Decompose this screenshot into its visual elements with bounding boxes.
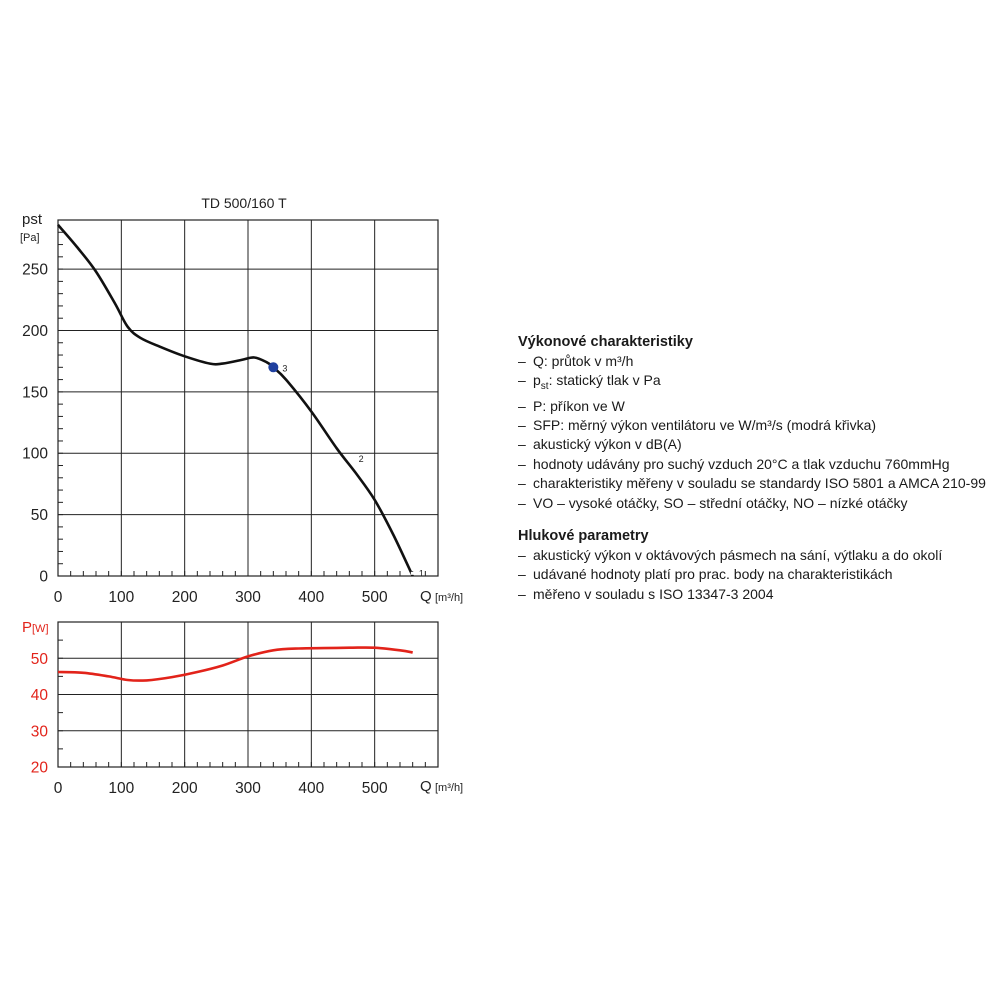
- noise-list: [518, 546, 988, 604]
- pressure-chart: [20, 195, 463, 606]
- power-x-axis-label: Q: [420, 778, 432, 795]
- y-tick-label: 20: [30, 759, 48, 777]
- legend-item: – SFP: měrný výkon ventilátoru ve W/m³/s (modrá křivka): [518, 416, 988, 435]
- y-axis-label: pst: [22, 211, 43, 228]
- legend-item: – VO – vysoké otáčky, SO – střední otáčky, NO – nízké otáčky: [518, 494, 988, 513]
- pressure-symbol-sub: st: [540, 381, 549, 393]
- power-chart: [22, 619, 463, 797]
- chart-title: TD 500/160 T: [201, 195, 287, 211]
- y-tick-label: 250: [22, 261, 48, 279]
- y-tick-label: 50: [30, 650, 48, 668]
- y-tick-label: 40: [30, 687, 48, 704]
- point-label: 1: [418, 568, 424, 579]
- x-tick-label: 0: [53, 589, 63, 606]
- pressure-curve: [58, 225, 413, 576]
- legend-item-text: : statický tlak v Pa: [548, 372, 661, 389]
- x-tick-label: 400: [298, 780, 325, 797]
- y-tick-label: 0: [39, 568, 48, 586]
- power-x-axis-unit: [m³/h]: [435, 782, 464, 794]
- legend-item: – měřeno v souladu s ISO 13347-3 2004: [518, 585, 988, 604]
- y-tick-label: 200: [22, 322, 48, 340]
- performance-heading: Výkonové charakteristiky: [518, 334, 693, 350]
- x-tick-label: 100: [108, 589, 135, 606]
- x-tick-label: 300: [235, 589, 261, 606]
- legend-item: – akustický výkon v oktávových pásmech na sání, výtlaku a do okolí: [518, 546, 988, 565]
- x-tick-label: 100: [108, 780, 135, 797]
- y-tick-label: 50: [30, 507, 48, 525]
- legend-item: – akustický výkon v dB(A): [518, 435, 988, 454]
- point-label: 3: [282, 363, 288, 374]
- power-axis-label: P: [22, 619, 33, 636]
- pressure-operating-points: [268, 362, 424, 578]
- x-tick-label: 500: [361, 589, 388, 606]
- x-tick-label: 300: [235, 780, 261, 797]
- legend-item: – P: příkon ve W: [518, 397, 988, 416]
- sfp-point-marker: [268, 362, 278, 372]
- y-tick-label: 100: [22, 445, 48, 463]
- legend-panel: [518, 333, 988, 604]
- x-tick-label: 400: [298, 589, 325, 606]
- x-tick-label: 200: [171, 780, 198, 797]
- legend-item: – hodnoty udávány pro suchý vzduch 20°C a tlak vzduchu 760mmHg: [518, 455, 988, 474]
- performance-list: [518, 352, 988, 513]
- x-tick-label: 200: [171, 589, 198, 606]
- x-axis-label: Q: [420, 588, 432, 605]
- legend-item: – charakteristiky měřeny v souladu se standardy ISO 5801 a AMCA 210-99: [518, 474, 988, 493]
- x-tick-label: 0: [53, 780, 63, 797]
- x-tick-label: 500: [361, 780, 388, 797]
- pressure-symbol: p: [533, 372, 541, 389]
- y-tick-label: 30: [30, 723, 48, 741]
- x-axis-unit: [m³/h]: [435, 592, 464, 604]
- pressure-grid: [58, 220, 438, 579]
- y-axis-symbol: [22, 211, 43, 228]
- legend-item: [518, 371, 988, 396]
- y-tick-label: 150: [22, 384, 48, 402]
- legend-item: – Q: průtok v m³/h: [518, 352, 988, 371]
- power-curve: [58, 648, 413, 681]
- noise-heading: Hlukové parametry: [518, 528, 649, 545]
- power-axis-unit: [W]: [32, 623, 49, 635]
- legend-item: – udávané hodnoty platí pro prac. body na charakteristikách: [518, 565, 988, 584]
- power-grid: [58, 622, 438, 767]
- pressure-tick-labels: [22, 262, 388, 606]
- point-label: 2: [358, 454, 364, 465]
- y-axis-unit: [Pa]: [20, 232, 40, 244]
